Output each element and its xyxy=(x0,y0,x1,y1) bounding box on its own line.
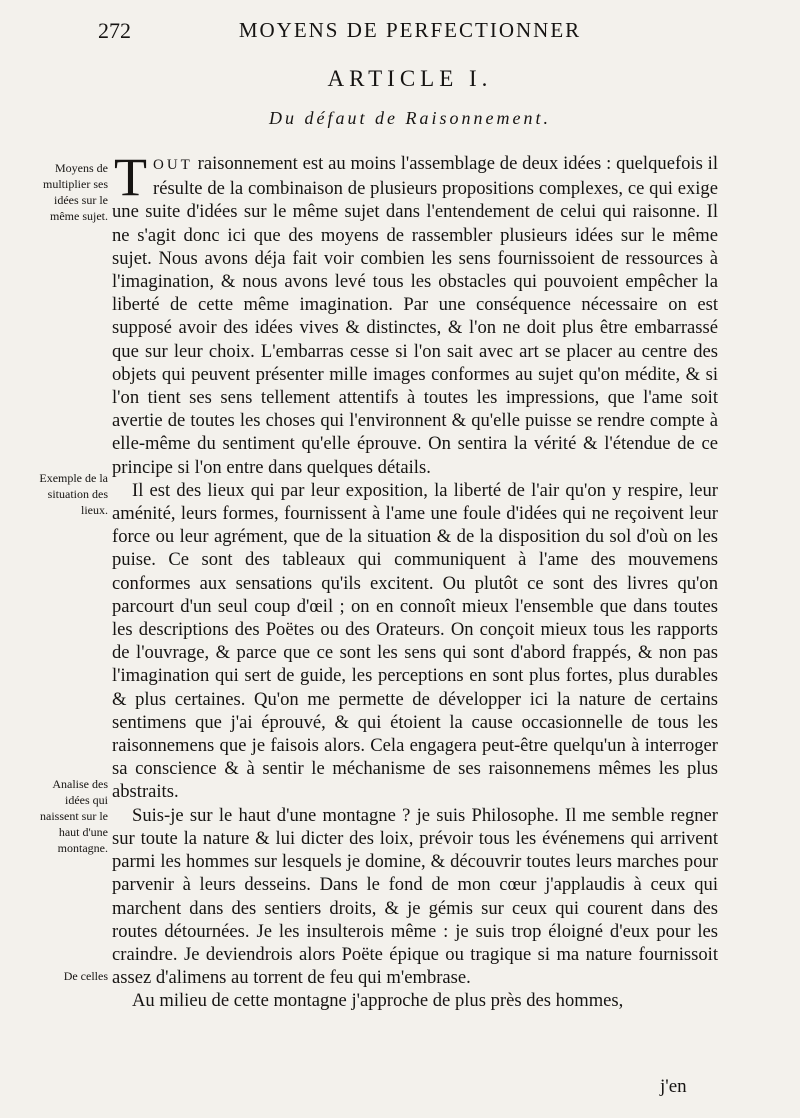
page-number: 272 xyxy=(98,18,131,43)
marginal-note: De celles xyxy=(63,969,108,983)
paragraph: Au milieu de cette montagne j'approche de plus près des hommes, xyxy=(132,990,624,1012)
main-text xyxy=(112,147,718,1013)
catchword: j'en xyxy=(660,1076,687,1097)
paragraph xyxy=(112,147,718,479)
paragraph-text: raisonnement est au moins l'assemblage de deux idées : quelquefois il résulte de la combinaison de plusieurs propositions complexes, ce qui exige une suite d'idées sur le même sujet dans l'entendement de celui qui raisonne. Il ne s'agit donc ici que des moyens de rassembler plusieurs idées sur le même sujet. Nous avons déja fait voir combien les sens fournissoient de ressources à l'imagination, & nous avons levé tous les obstacles qui pouvoient empêcher la liberté de cette même imagination. Par une conséquence nécessaire on est supposé avoir des idées vives & distinctes, & l'on ne doit plus être embarrassé que sur leur choix. L'embarras cesse si l'on sait avec art se placer au centre des objets qui peuvent présenter mille images conformes au sujet qu'on médite, & si l'on tient ses sens tellement attentifs à toutes les impressions, que l'ame soit avertie de toutes les choses qui l'environnent & qu'elle puisse se rendre compte à elle-même du sentiment qu'elle éprouve. On sentira la vérité & l'étendue de ce principe si l'on entre dans quelques détails. xyxy=(112,153,718,478)
article-title: ARTICLE I. xyxy=(327,66,493,91)
running-head: MOYENS DE PERFECTIONNER xyxy=(238,18,582,42)
first-word: OUT xyxy=(153,157,193,173)
section-title: Du défaut de Raisonnement. xyxy=(269,108,551,128)
divider xyxy=(190,136,630,137)
drop-cap: T xyxy=(114,147,147,207)
marginal-note: Analise des idées qui naissent sur le haut d'une montagne. xyxy=(40,777,108,855)
marginal-note: Moyens de multiplier ses idées sur le même sujet. xyxy=(43,161,108,223)
paragraph: Suis-je sur le haut d'une montagne ? je suis Philosophe. Il me semble regner sur toute la nature & lui dicter des loix, prévoir tous les événemens qui arrivent parmi les hommes sur lesquels je domine, & découvrir toutes leurs marches pour parvenir à leurs desseins. Dans le fond de mon cœur j'applaudis à ceux qui marchent dans des sentiers droits, & je gémis sur ceux qui courent dans des routes détournées. Je les insulterois même : je suis trop éloigné d'eux pour les craindre. Je deviendrois alors Poëte épique ou tragique si ma nature fournissoit assez d'alimens au torrent de feu qui m'embrase. xyxy=(112,804,718,989)
marginal-note: Exemple de la situation des lieux. xyxy=(39,471,108,517)
paragraph: Il est des lieux qui par leur exposition, la liberté de l'air qu'on y respire, leur aménité, leurs formes, fournissent à l'ame une foule d'idées qui ne reçoivent leur force ou leur agrément, que de la situation & de la disposition du sol d'où on les puise. Ce sont des tableaux qui communiquent à l'ame des mouvemens conformes aux sensations qu'ils excitent. Ou plutôt ce sont des livres qu'on parcourt d'un seul coup d'œil ; on en connoît mieux l'ensemble que dans toutes les descriptions des Poëtes ou des Orateurs. On conçoit mieux tous les rapports de l'ouvrage, & parce que ce sont les sens qui sont d'abord frappés, & non pas l'imagination qui sert de guide, les perceptions en sont plus fortes, plus durables & plus certaines. Qu'on me permette de développer ici la nature de certains sentimens que j'ai éprouvé, & qui étoient la cause occasionnelle de tous les raisonnemens que je faisois alors. Cela engagera peut-être quelqu'un à interroger sa conscience & à sentir le méchanisme de ses raisonnemens mêmes les plus abstraits. xyxy=(112,479,718,803)
